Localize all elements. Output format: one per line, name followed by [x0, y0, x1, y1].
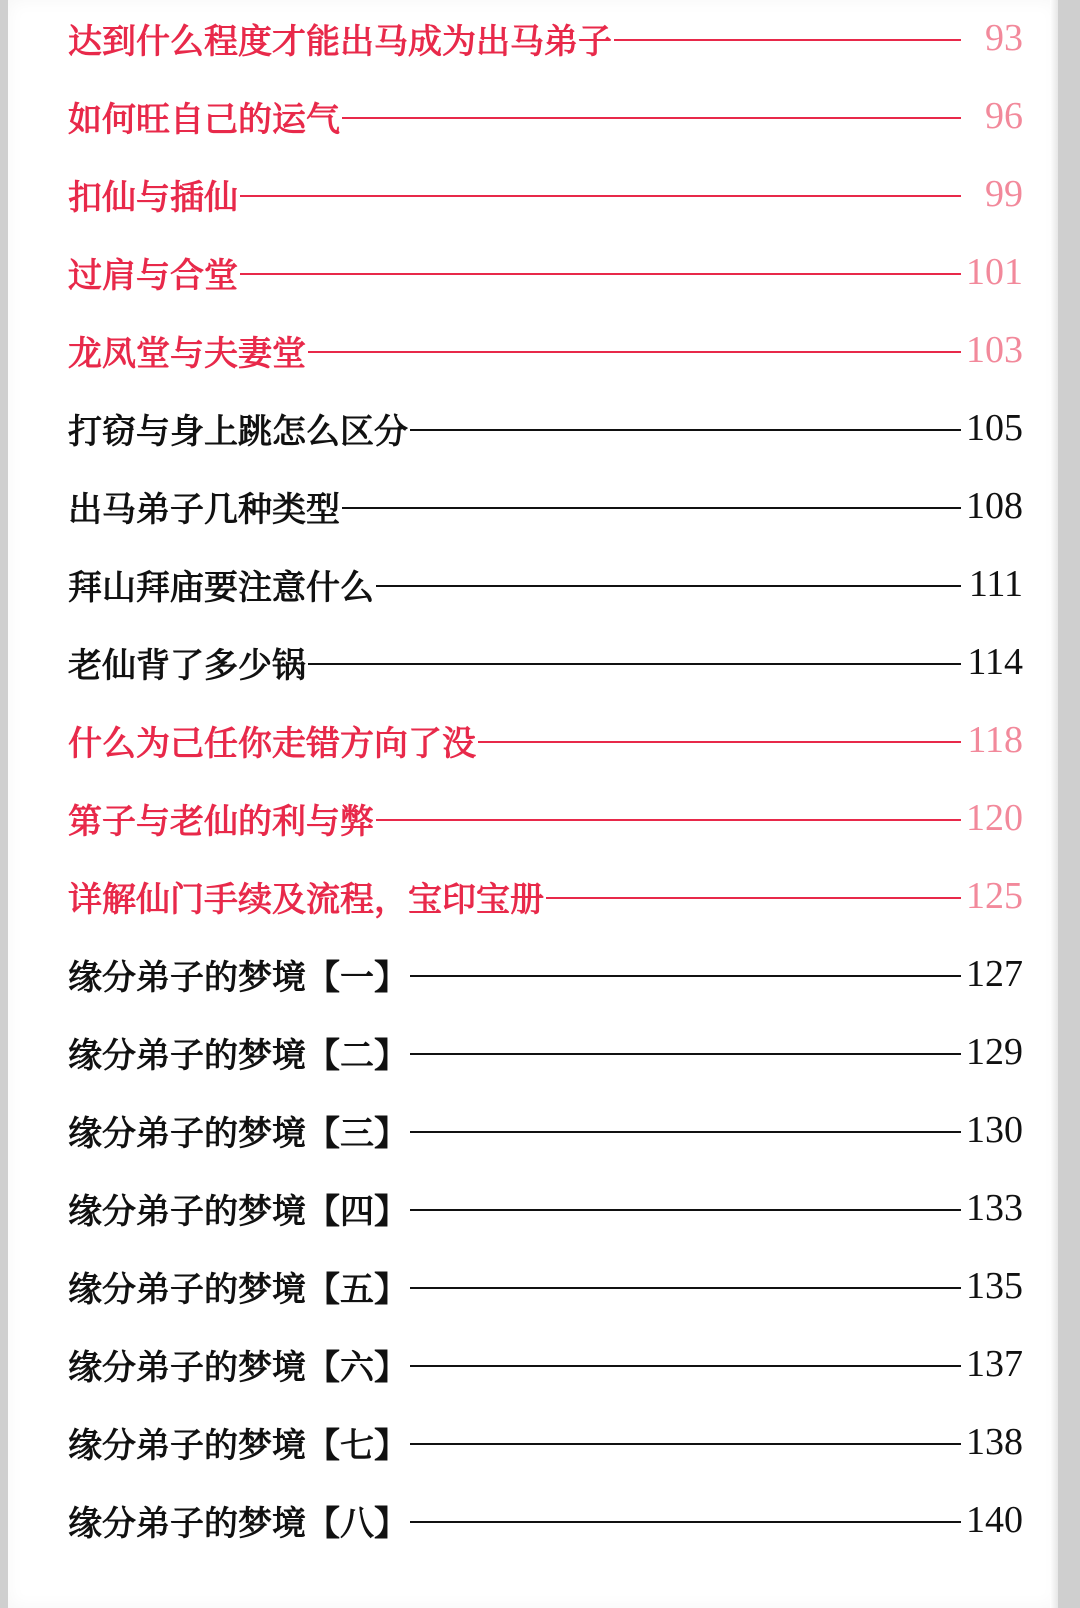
toc-entry-page: 135	[966, 1265, 1023, 1307]
toc-leader-line	[240, 273, 961, 275]
toc-leader-line	[376, 819, 961, 821]
page-edge-shadow	[1050, 0, 1058, 1608]
toc-entry-title: 详解仙门手续及流程，宝印宝册	[68, 879, 544, 920]
toc-entry-page: 111	[968, 563, 1023, 605]
toc-entry-page: 114	[967, 641, 1023, 683]
toc-leader-line	[376, 585, 961, 587]
toc-entry-page: 127	[966, 953, 1023, 995]
toc-entry	[68, 1334, 1023, 1394]
toc-leader-line	[410, 975, 961, 977]
toc-leader-line	[342, 507, 961, 509]
toc-leader-line	[410, 1287, 961, 1289]
toc-entry-page: 105	[966, 407, 1023, 449]
toc-entry	[68, 1412, 1023, 1472]
toc-entry	[68, 320, 1023, 380]
toc-entry-title: 什么为己任你走错方向了没	[68, 723, 476, 764]
toc-entry	[68, 398, 1023, 458]
toc-leader-line	[308, 351, 961, 353]
toc-entry-title: 如何旺自己的运气	[68, 99, 340, 140]
toc-entry	[68, 8, 1023, 68]
toc-leader-line	[614, 39, 961, 41]
toc-leader-line	[478, 741, 961, 743]
toc-leader-line	[308, 663, 961, 665]
toc-entry	[68, 944, 1023, 1004]
toc-entry-title: 缘分弟子的梦境【六】	[68, 1347, 408, 1388]
toc-entry	[68, 632, 1023, 692]
toc-entry-page: 93	[985, 17, 1023, 59]
toc-entry-title: 过肩与合堂	[68, 255, 238, 296]
toc-entry	[68, 788, 1023, 848]
toc-entry-title: 龙凤堂与夫妻堂	[68, 333, 306, 374]
toc-entry-title: 出马弟子几种类型	[68, 489, 340, 530]
toc-leader-line	[410, 1521, 961, 1523]
toc-entry-page: 99	[985, 173, 1023, 215]
toc-entry-page: 133	[966, 1187, 1023, 1229]
toc-entry-title: 拜山拜庙要注意什么	[68, 567, 374, 608]
toc-entry-title: 第子与老仙的利与弊	[68, 801, 374, 842]
toc-entry-page: 120	[966, 797, 1023, 839]
toc-entry-title: 扣仙与插仙	[68, 177, 238, 218]
toc-entry-title: 缘分弟子的梦境【二】	[68, 1035, 408, 1076]
toc-entry	[68, 1022, 1023, 1082]
toc-entry-page: 101	[966, 251, 1023, 293]
toc-entry	[68, 710, 1023, 770]
toc-entry-page: 130	[966, 1109, 1023, 1151]
toc-entry-title: 缘分弟子的梦境【五】	[68, 1269, 408, 1310]
toc-entry	[68, 1256, 1023, 1316]
document-page	[8, 0, 1058, 1608]
toc-entry-title: 缘分弟子的梦境【八】	[68, 1503, 408, 1544]
toc-entry-title: 缘分弟子的梦境【四】	[68, 1191, 408, 1232]
toc-entry-title: 缘分弟子的梦境【七】	[68, 1425, 408, 1466]
toc-leader-line	[546, 897, 961, 899]
toc-entry	[68, 554, 1023, 614]
toc-entry	[68, 1100, 1023, 1160]
toc-leader-line	[410, 1053, 961, 1055]
toc-entry-page: 138	[966, 1421, 1023, 1463]
toc-entry	[68, 164, 1023, 224]
toc-entry-page: 118	[967, 719, 1023, 761]
toc-entry-page: 96	[985, 95, 1023, 137]
toc-leader-line	[410, 429, 961, 431]
toc-entry-page: 103	[966, 329, 1023, 371]
toc-entry-page: 137	[966, 1343, 1023, 1385]
toc-entry	[68, 476, 1023, 536]
toc-entry-title: 老仙背了多少锅	[68, 645, 306, 686]
toc-entry-page: 129	[966, 1031, 1023, 1073]
toc-entry-title: 缘分弟子的梦境【三】	[68, 1113, 408, 1154]
toc-entry	[68, 86, 1023, 146]
toc-entry-page: 140	[966, 1499, 1023, 1541]
toc-leader-line	[342, 117, 961, 119]
toc-leader-line	[410, 1443, 961, 1445]
toc-entry-page: 125	[966, 875, 1023, 917]
toc-entry	[68, 1178, 1023, 1238]
toc-leader-line	[410, 1365, 961, 1367]
toc-leader-line	[240, 195, 961, 197]
toc-leader-line	[410, 1209, 961, 1211]
toc-entry-title: 打窃与身上跳怎么区分	[68, 411, 408, 452]
toc-entry-title: 达到什么程度才能出马成为出马弟子	[68, 21, 612, 62]
toc-entry-title: 缘分弟子的梦境【一】	[68, 957, 408, 998]
toc-entry	[68, 866, 1023, 926]
toc-leader-line	[410, 1131, 961, 1133]
toc-entry	[68, 242, 1023, 302]
toc-entry	[68, 1490, 1023, 1550]
toc-entry-page: 108	[966, 485, 1023, 527]
